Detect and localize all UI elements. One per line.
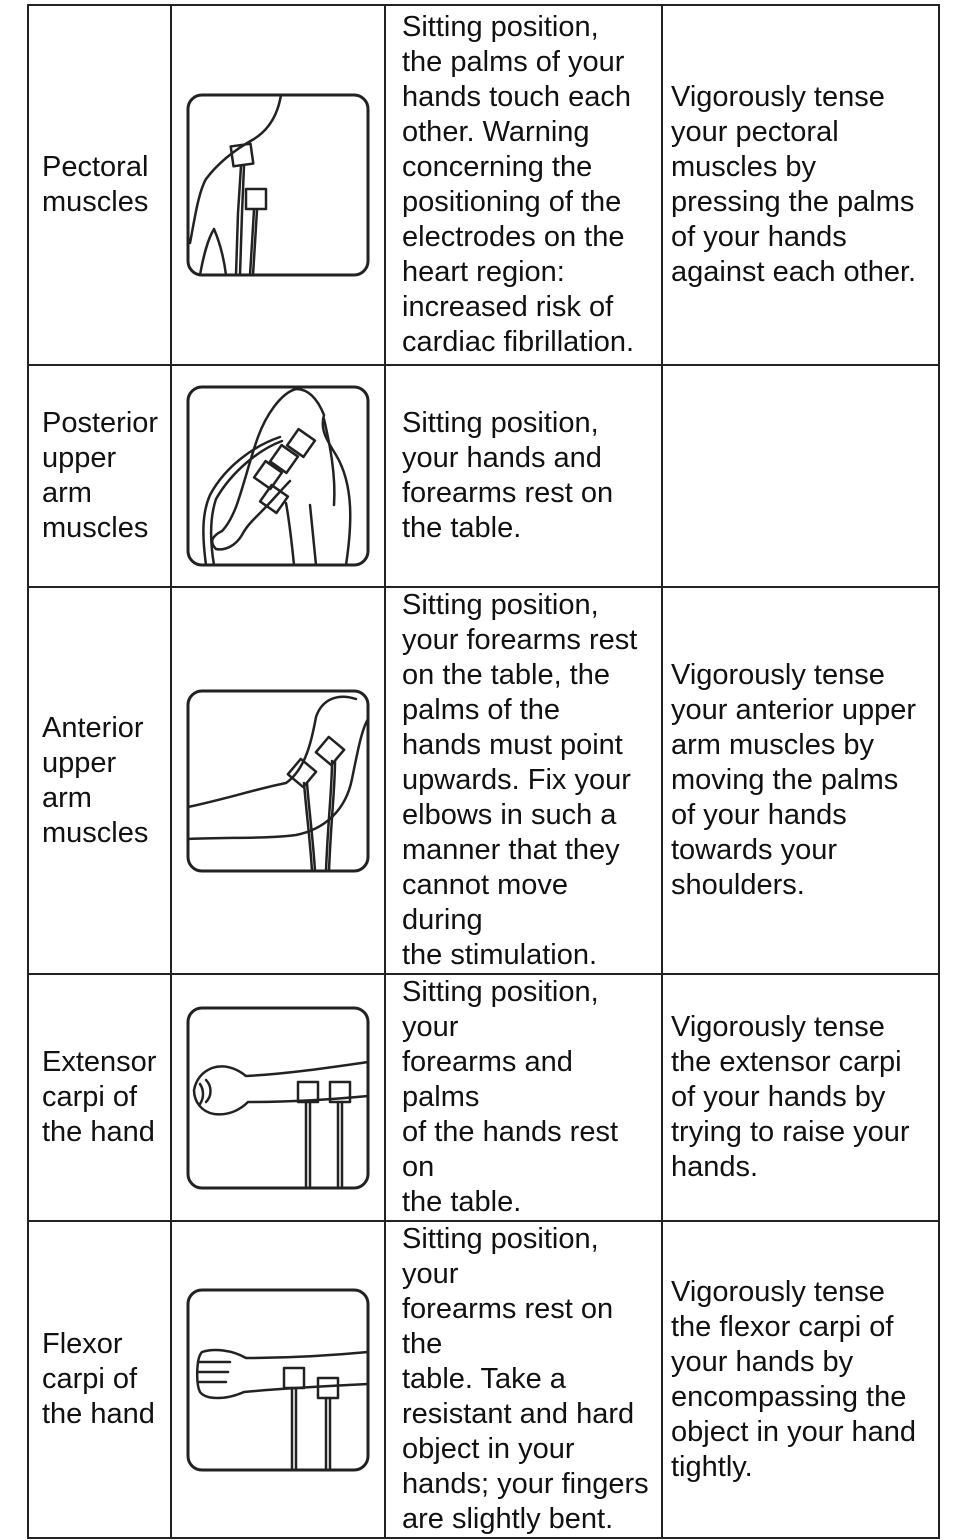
position-cell bbox=[385, 1221, 662, 1538]
muscle-name: Anterior upper arm muscles bbox=[42, 711, 149, 849]
action-cell bbox=[662, 5, 939, 365]
position-text: Sitting position, your forearms rest on the table, the palms of the hands must point upwards. Fix your elbows in such a manner that they cannot move during the stimulation. bbox=[402, 589, 638, 971]
muscle-name-cell bbox=[28, 365, 171, 587]
flexor-carpi-electrode-illustration bbox=[186, 1288, 370, 1472]
position-cell bbox=[385, 974, 662, 1221]
action-text: Vigorously tense the flexor carpi of your hands by encompassing the object in your hand tightly. bbox=[671, 1275, 917, 1483]
position-cell bbox=[385, 5, 662, 365]
illustration-cell bbox=[171, 5, 385, 365]
position-text: Sitting position, your forearms rest on the table. Take a resistant and hard object in your hands; your fingers are slightly bent. bbox=[402, 1223, 649, 1535]
table-row bbox=[0, 974, 970, 1221]
table-row bbox=[0, 365, 970, 587]
extensor-carpi-electrode-illustration bbox=[186, 1006, 370, 1190]
table-row bbox=[0, 5, 970, 365]
anterior-upper-arm-electrode-illustration bbox=[186, 689, 370, 873]
position-text: Sitting position, your forearms and palms of the hands rest on the table. bbox=[402, 976, 619, 1218]
position-cell bbox=[385, 587, 662, 974]
illustration-cell bbox=[171, 587, 385, 974]
muscle-name: Pectoral muscles bbox=[42, 151, 149, 218]
table-row bbox=[0, 1221, 970, 1538]
muscle-name-cell bbox=[28, 587, 171, 974]
table-row bbox=[0, 587, 970, 974]
muscle-name-cell bbox=[28, 974, 171, 1221]
action-cell bbox=[662, 365, 939, 587]
position-text: Sitting position, your hands and forearms rest on the table. bbox=[402, 407, 614, 544]
illustration-cell bbox=[171, 974, 385, 1221]
action-cell bbox=[662, 587, 939, 974]
muscle-name-cell bbox=[28, 5, 171, 365]
position-cell bbox=[385, 365, 662, 587]
action-text: Vigorously tense your anterior upper arm muscles by moving the palms of your hands towards your shoulders. bbox=[671, 659, 917, 901]
action-cell bbox=[662, 1221, 939, 1538]
muscle-name: Flexor carpi of the hand bbox=[42, 1328, 155, 1430]
illustration-cell bbox=[171, 365, 385, 587]
pectoral-electrode-illustration bbox=[186, 93, 370, 277]
position-text: Sitting position, the palms of your hands touch each other. Warning concerning the positioning of the electrodes on the heart region: increased risk of cardiac fibrillation. bbox=[402, 11, 635, 358]
muscle-name: Posterior upper arm muscles bbox=[42, 407, 159, 544]
muscle-name-cell bbox=[28, 1221, 171, 1538]
action-text: Vigorously tense your pectoral muscles by pressing the palms of your hands against each other. bbox=[671, 81, 917, 288]
muscle-name: Extensor carpi of the hand bbox=[42, 1046, 157, 1148]
posterior-upper-arm-electrode-illustration bbox=[186, 385, 370, 567]
action-cell bbox=[662, 974, 939, 1221]
illustration-cell bbox=[171, 1221, 385, 1538]
action-text: Vigorously tense the extensor carpi of your hands by trying to raise your hands. bbox=[671, 1011, 910, 1183]
